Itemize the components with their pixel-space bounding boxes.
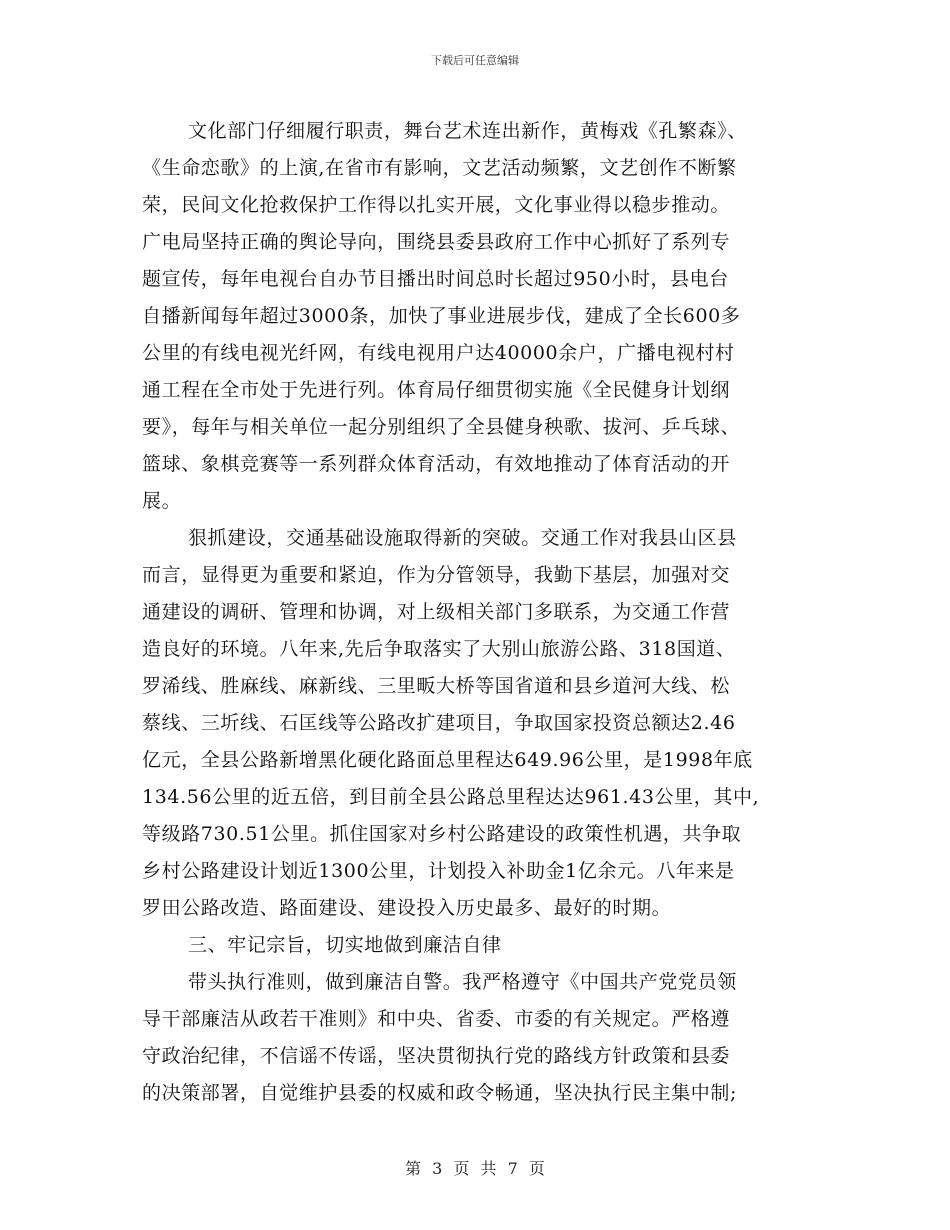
text-line: 亿元，全县公路新增黑化硬化路面总里程达649.96公里，是1998年底 xyxy=(142,749,753,771)
text-line: 自播新闻每年超过3000条，加快了事业进展步伐，建成了全长600多 xyxy=(142,305,741,327)
text-line: 等级路730.51公里。抓住国家对乡村公路建设的政策性机遇，共争取 xyxy=(142,823,742,845)
text-line: 带头执行准则，做到廉洁自警。我严格遵守《中国共产党党员领 xyxy=(188,971,737,993)
text-line: 通建设的调研、管理和协调，对上级相关部门多联系，为交通工作营 xyxy=(142,601,731,623)
text-line: 展。 xyxy=(142,490,182,512)
text-line: 造良好的环境。八年来,先后争取落实了大别山旅游公路、318国道、 xyxy=(142,638,736,660)
text-line: 罗浠线、胜麻线、麻新线、三里畈大桥等国省道和县乡道河大线、松 xyxy=(142,675,731,697)
text-line: 的决策部署，自觉维护县委的权威和政令畅通，坚决执行民主集中制; xyxy=(142,1082,738,1104)
text-line: 通工程在全市处于先进行列。体育局仔细贯彻实施《全民健身计划纲 xyxy=(142,379,731,401)
text-line: 守政治纪律，不信谣不传谣，坚决贯彻执行党的路线方针政策和县委 xyxy=(142,1045,731,1067)
page-number: 第 3 页 共 7 页 xyxy=(405,1159,545,1178)
text-line: 134.56公里的近五倍，到目前全县公路总里程达达961.43公里，其中, xyxy=(142,786,760,808)
text-line: 而言，显得更为重要和紧迫，作为分管领导，我勤下基层，加强对交 xyxy=(142,564,731,586)
text-line: 要》，每年与相关单位一起分别组织了全县健身秧歌、拔河、乒乓球、 xyxy=(142,416,741,438)
text-line: 蔡线、三圻线、石匡线等公路改扩建项目，争取国家投资总额达2.46 xyxy=(142,712,736,734)
text-line: 文化部门仔细履行职责，舞台艺术连出新作，黄梅戏《孔繁森》、 xyxy=(188,120,747,142)
text-line: 题宣传，每年电视台自办节目播出时间总时长超过950小时，县电台 xyxy=(142,268,729,290)
text-line: 荣，民间文化抢救保护工作得以扎实开展，文化事业得以稳步推动。 xyxy=(142,194,731,216)
text-line: 导干部廉洁从政若干准则》和中央、省委、市委的有关规定。严格遵 xyxy=(142,1008,731,1030)
text-line: 罗田公路改造、路面建设、建设投入历史最多、最好的时期。 xyxy=(142,897,672,919)
text-line: 乡村公路建设计划近1300公里，计划投入补助金1亿余元。八年来是 xyxy=(142,860,735,882)
text-line: 篮球、象棋竞赛等一系列群众体育活动，有效地推动了体育活动的开 xyxy=(142,453,731,475)
section-heading: 三、牢记宗旨，切实地做到廉洁自律 xyxy=(188,934,502,956)
page-header-note: 下载后可任意编辑 xyxy=(431,54,519,67)
text-line: 公里的有线电视光纤网，有线电视用户达40000余户，广播电视村村 xyxy=(142,342,735,364)
text-line: 广电局坚持正确的舆论导向，围绕县委县政府工作中心抓好了系列专 xyxy=(142,231,731,253)
text-line: 《生命恋歌》的上演,在省市有影响，文艺活动频繁，文艺创作不断繁 xyxy=(142,157,737,179)
text-line: 狠抓建设，交通基础设施取得新的突破。交通工作对我县山区县 xyxy=(188,527,737,549)
